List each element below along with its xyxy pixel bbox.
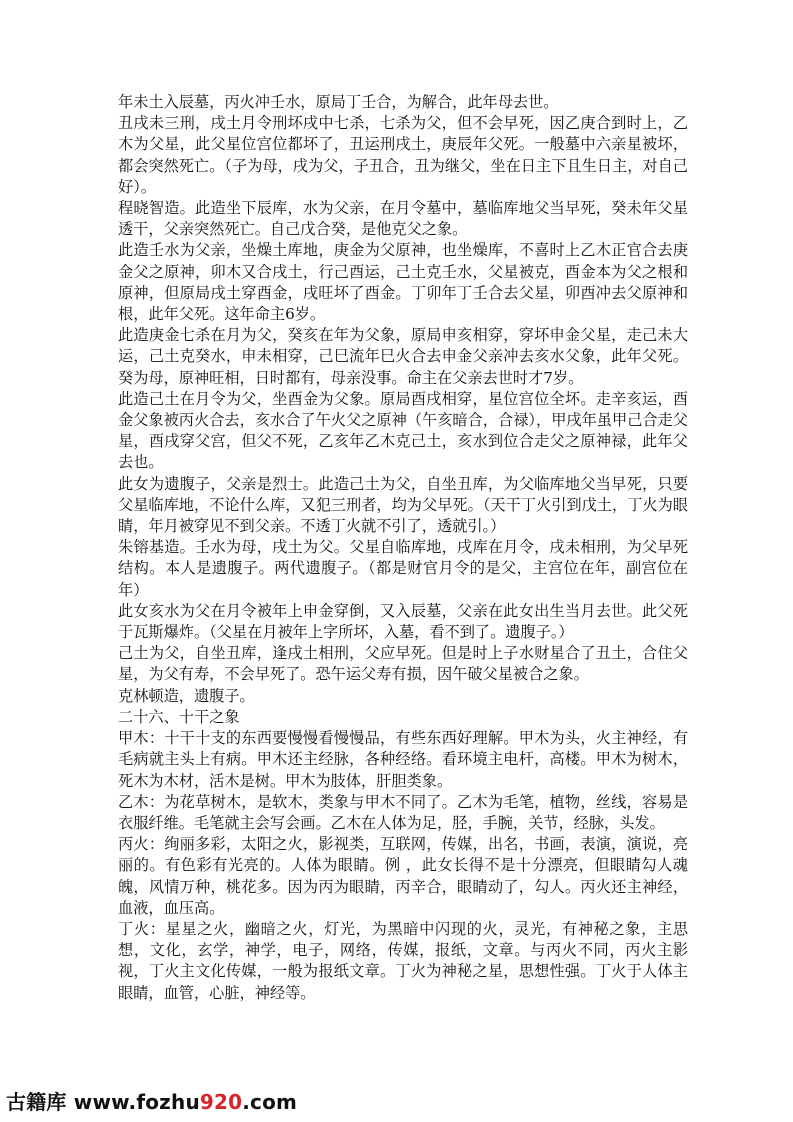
paragraph: 乙木：为花草树木，是软木，类象与甲木不同了。乙木为毛笔，植物，丝线，容易是衣服纤维。毛笔就主会写会画。乙木在人体为足，胫，手腕，关节，经脉，头发。 [118, 792, 688, 832]
document-body [118, 92, 688, 1004]
paragraph: 此造己土在月令为父，坐酉金为父象。原局酉戌相穿，星位宫位全坏。走辛亥运，酉金父象被丙火合去，亥水合了午火父之原神（午亥暗合，合禄），甲戌年虽甲己合走父星，酉戌穿父宫，但父不死，乙亥年乙木克己土，亥水到位合走父之原神禄，此年父去也。 [118, 389, 688, 472]
url-prefix: www.fozhu [73, 1090, 200, 1114]
paragraph: 甲木：十干十支的东西要慢慢看慢慢品，有些东西好理解。甲木为头，火主神经，有毛病就主头上有病。甲木还主经脉，各种经络。看环境主电杆，高楼。甲木为树木，死木为木材，活木是树。甲木为肢体，肝胆类象。 [118, 729, 688, 790]
url-accent: 920 [199, 1090, 243, 1114]
paragraph: 丙火：绚丽多彩，太阳之火，影视类，互联网，传媒，出名，书画，表演，演说，亮丽的。有色彩有光亮的。人体为眼睛。例 ，此女长得不是十分漂亮，但眼睛勾人魂魄，风情万种，桃花多。因为丙为眼睛，丙辛合，眼睛动了，勾人。丙火还主神经，血液，血压高。 [118, 835, 688, 917]
section-heading: 二十六、十干之象 [118, 707, 240, 726]
paragraph: 朱镕基造。壬水为母，戌土为父。父星自临库地，戌库在月令，戌未相刑，为父早死结构。本人是遗腹子。两代遗腹子。（都是财官月令的是父，主宫位在年，副宫位在年） [118, 538, 688, 599]
paragraph: 己土为父，自坐丑库，逢戌土相刑，父应早死。但是时上子水财星合了丑土，合住父星，为父有寿，不会早死了。恐午运父寿有损，因午破父星被合之象。 [118, 644, 688, 684]
paragraph: 年未土入辰墓，丙火冲壬水，原局丁壬合，为解合，此年母去世。 [118, 93, 559, 111]
site-name: 古籍库 [6, 1090, 67, 1114]
paragraph: 丁火：星星之火，幽暗之火，灯光，为黑暗中闪现的火，灵光，有神秘之象，主思想，文化，玄学，神学，电子，网络，传媒，报纸，文章。与丙火不同，丙火主影视，丁火主文化传媒，一般为报纸文章。丁火为神秘之星，思想性强。丁火于人体主眼睛，血管，心脏，神经等。 [118, 919, 688, 1002]
paragraph: 程晓智造。此造坐下辰库，水为父亲，在月令墓中，墓临库地父当早死，癸未年父星透干，父亲突然死亡。自己戊合癸，是他克父之象。 [118, 199, 688, 239]
paragraph: 此造庚金七杀在月为父，癸亥在年为父象，原局申亥相穿，穿坏申金父星，走己未大运，己土克癸水，申未相穿，己巳流年巳火合去申金父亲冲去亥水父象，此年父死。癸为母，原神旺相，日时都有，母亲没事。命主在父亲去世时才7岁。 [118, 326, 688, 387]
site-url [74, 1090, 297, 1114]
paragraph: 此造壬水为父亲，坐燥土库地，庚金为父原神，也坐燥库，不喜时上乙木正官合去庚金父之原神，卯木又合戌土，行己酉运，己土克壬水，父星被克，酉金本为父之根和原神，但原局戌土穿酉金，戌旺坏了酉金。丁卯年丁壬合去父星，卯酉冲去父原神和根，此年父死。这年命主6岁。 [118, 241, 688, 324]
paragraph: 此女为遗腹子，父亲是烈士。此造己土为父，自坐丑库，为父临库地父当早死，只要父星临库地，不论什么库，又犯三刑者，均为父早死。（天干丁火引到戊土，丁火为眼睛，年月被穿见不到父亲。不透丁火就不引了，透就引。） [118, 474, 688, 536]
watermark-footer [6, 1086, 297, 1115]
paragraph: 丑戌未三刑，戌土月令刑坏戌中七杀，七杀为父，但不会早死，因乙庚合到时上，乙木为父星，此父星位宫位都坏了，丑运刑戌土，庚辰年父死。一般墓中六亲星被坏，都会突然死亡。（子为母，戌为父，子丑合，丑为继父，坐在日主下且生日主，对自己好）。 [118, 114, 688, 196]
url-suffix: .com [242, 1090, 298, 1114]
paragraph: 克林顿造，遗腹子。 [118, 686, 255, 705]
paragraph: 此女亥水为父在月令被年上申金穿倒，又入辰墓，父亲在此女出生当月去世。此父死于瓦斯爆炸。（父星在月被年上字所坏，入墓，看不到了。遗腹子。） [118, 601, 688, 642]
